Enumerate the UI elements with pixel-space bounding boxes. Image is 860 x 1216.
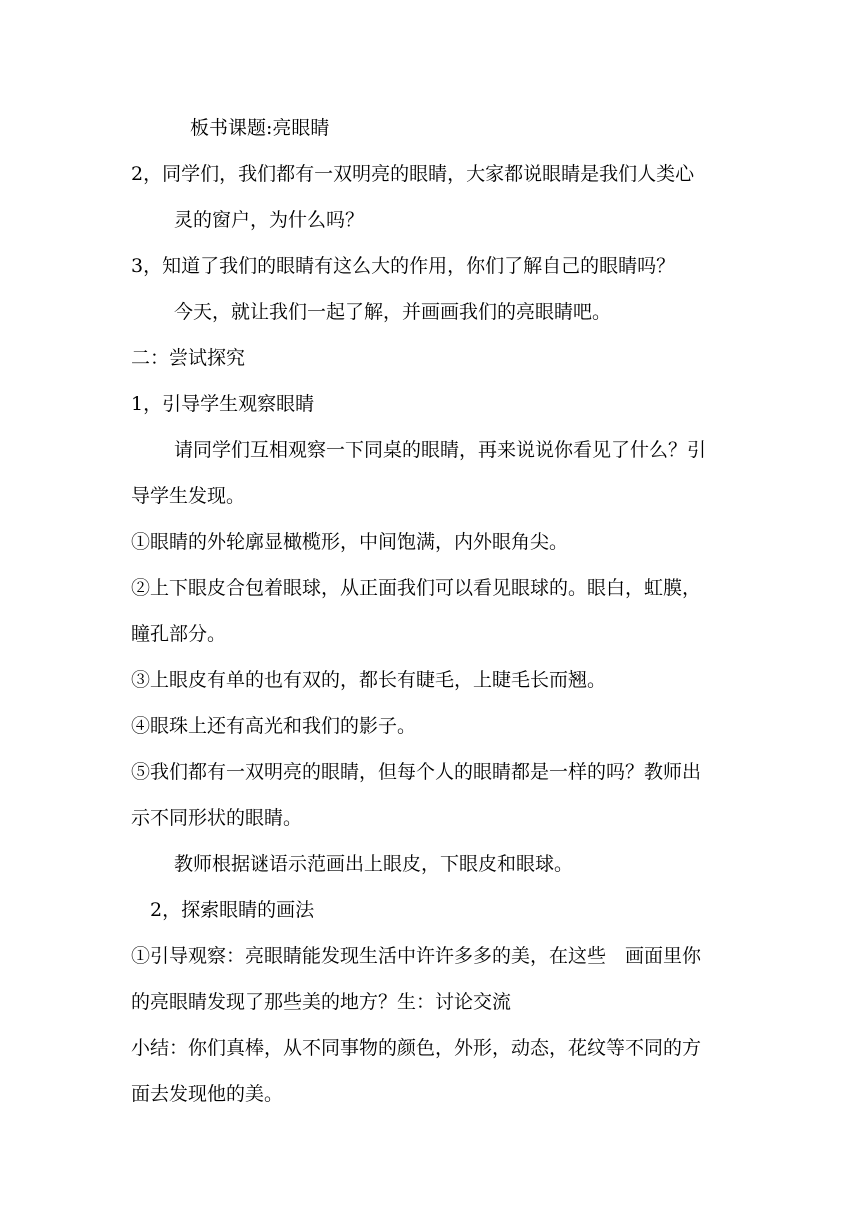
paragraph-line: 2，同学们，我们都有一双明亮的眼睛，大家都说眼睛是我们人类心	[131, 163, 695, 185]
paragraph-line: 3，知道了我们的眼睛有这么大的作用，你们了解自己的眼睛吗？	[131, 255, 676, 277]
list-item-line: 的亮眼睛发现了那些美的地方？生：讨论交流	[131, 991, 512, 1013]
paragraph-line: 导学生发现。	[131, 485, 246, 507]
paragraph-line: 灵的窗户，为什么吗？	[174, 209, 365, 231]
list-item-line: ④眼珠上还有高光和我们的影子。	[131, 715, 417, 737]
subheading-line: 2，探索眼睛的画法	[150, 899, 315, 921]
paragraph-line: 今天，就让我们一起了解，并画画我们的亮眼睛吧。	[174, 301, 612, 323]
list-item-line: ②上下眼皮合包着眼球，从正面我们可以看见眼球的。眼白，虹膜，	[131, 577, 702, 599]
summary-line: 面去发现他的美。	[131, 1083, 284, 1105]
list-item-line: ⑤我们都有一双明亮的眼睛，但每个人的眼睛都是一样的吗？教师出	[131, 761, 702, 783]
board-title-line: 板书课题:亮眼睛	[190, 117, 330, 139]
paragraph-line: 教师根据谜语示范画出上眼皮，下眼皮和眼球。	[174, 853, 574, 875]
paragraph-line: 请同学们互相观察一下同桌的眼睛，再来说说你看见了什么？引	[174, 439, 707, 461]
subheading-line: 1，引导学生观察眼睛	[131, 393, 315, 415]
summary-line: 小结：你们真棒，从不同事物的颜色，外形，动态，花纹等不同的方	[131, 1037, 702, 1059]
list-item-line: ①引导观察：亮眼睛能发现生活中许许多多的美，在这些 画面里你	[131, 945, 702, 967]
list-item-line: 瞳孔部分。	[131, 623, 227, 645]
section-heading: 二：尝试探究	[131, 347, 246, 369]
list-item-line: 示不同形状的眼睛。	[131, 807, 303, 829]
list-item-line: ③上眼皮有单的也有双的，都长有睫毛，上睫毛长而翘。	[131, 669, 607, 691]
list-item-line: ①眼睛的外轮廓显橄榄形，中间饱满，内外眼角尖。	[131, 531, 569, 553]
